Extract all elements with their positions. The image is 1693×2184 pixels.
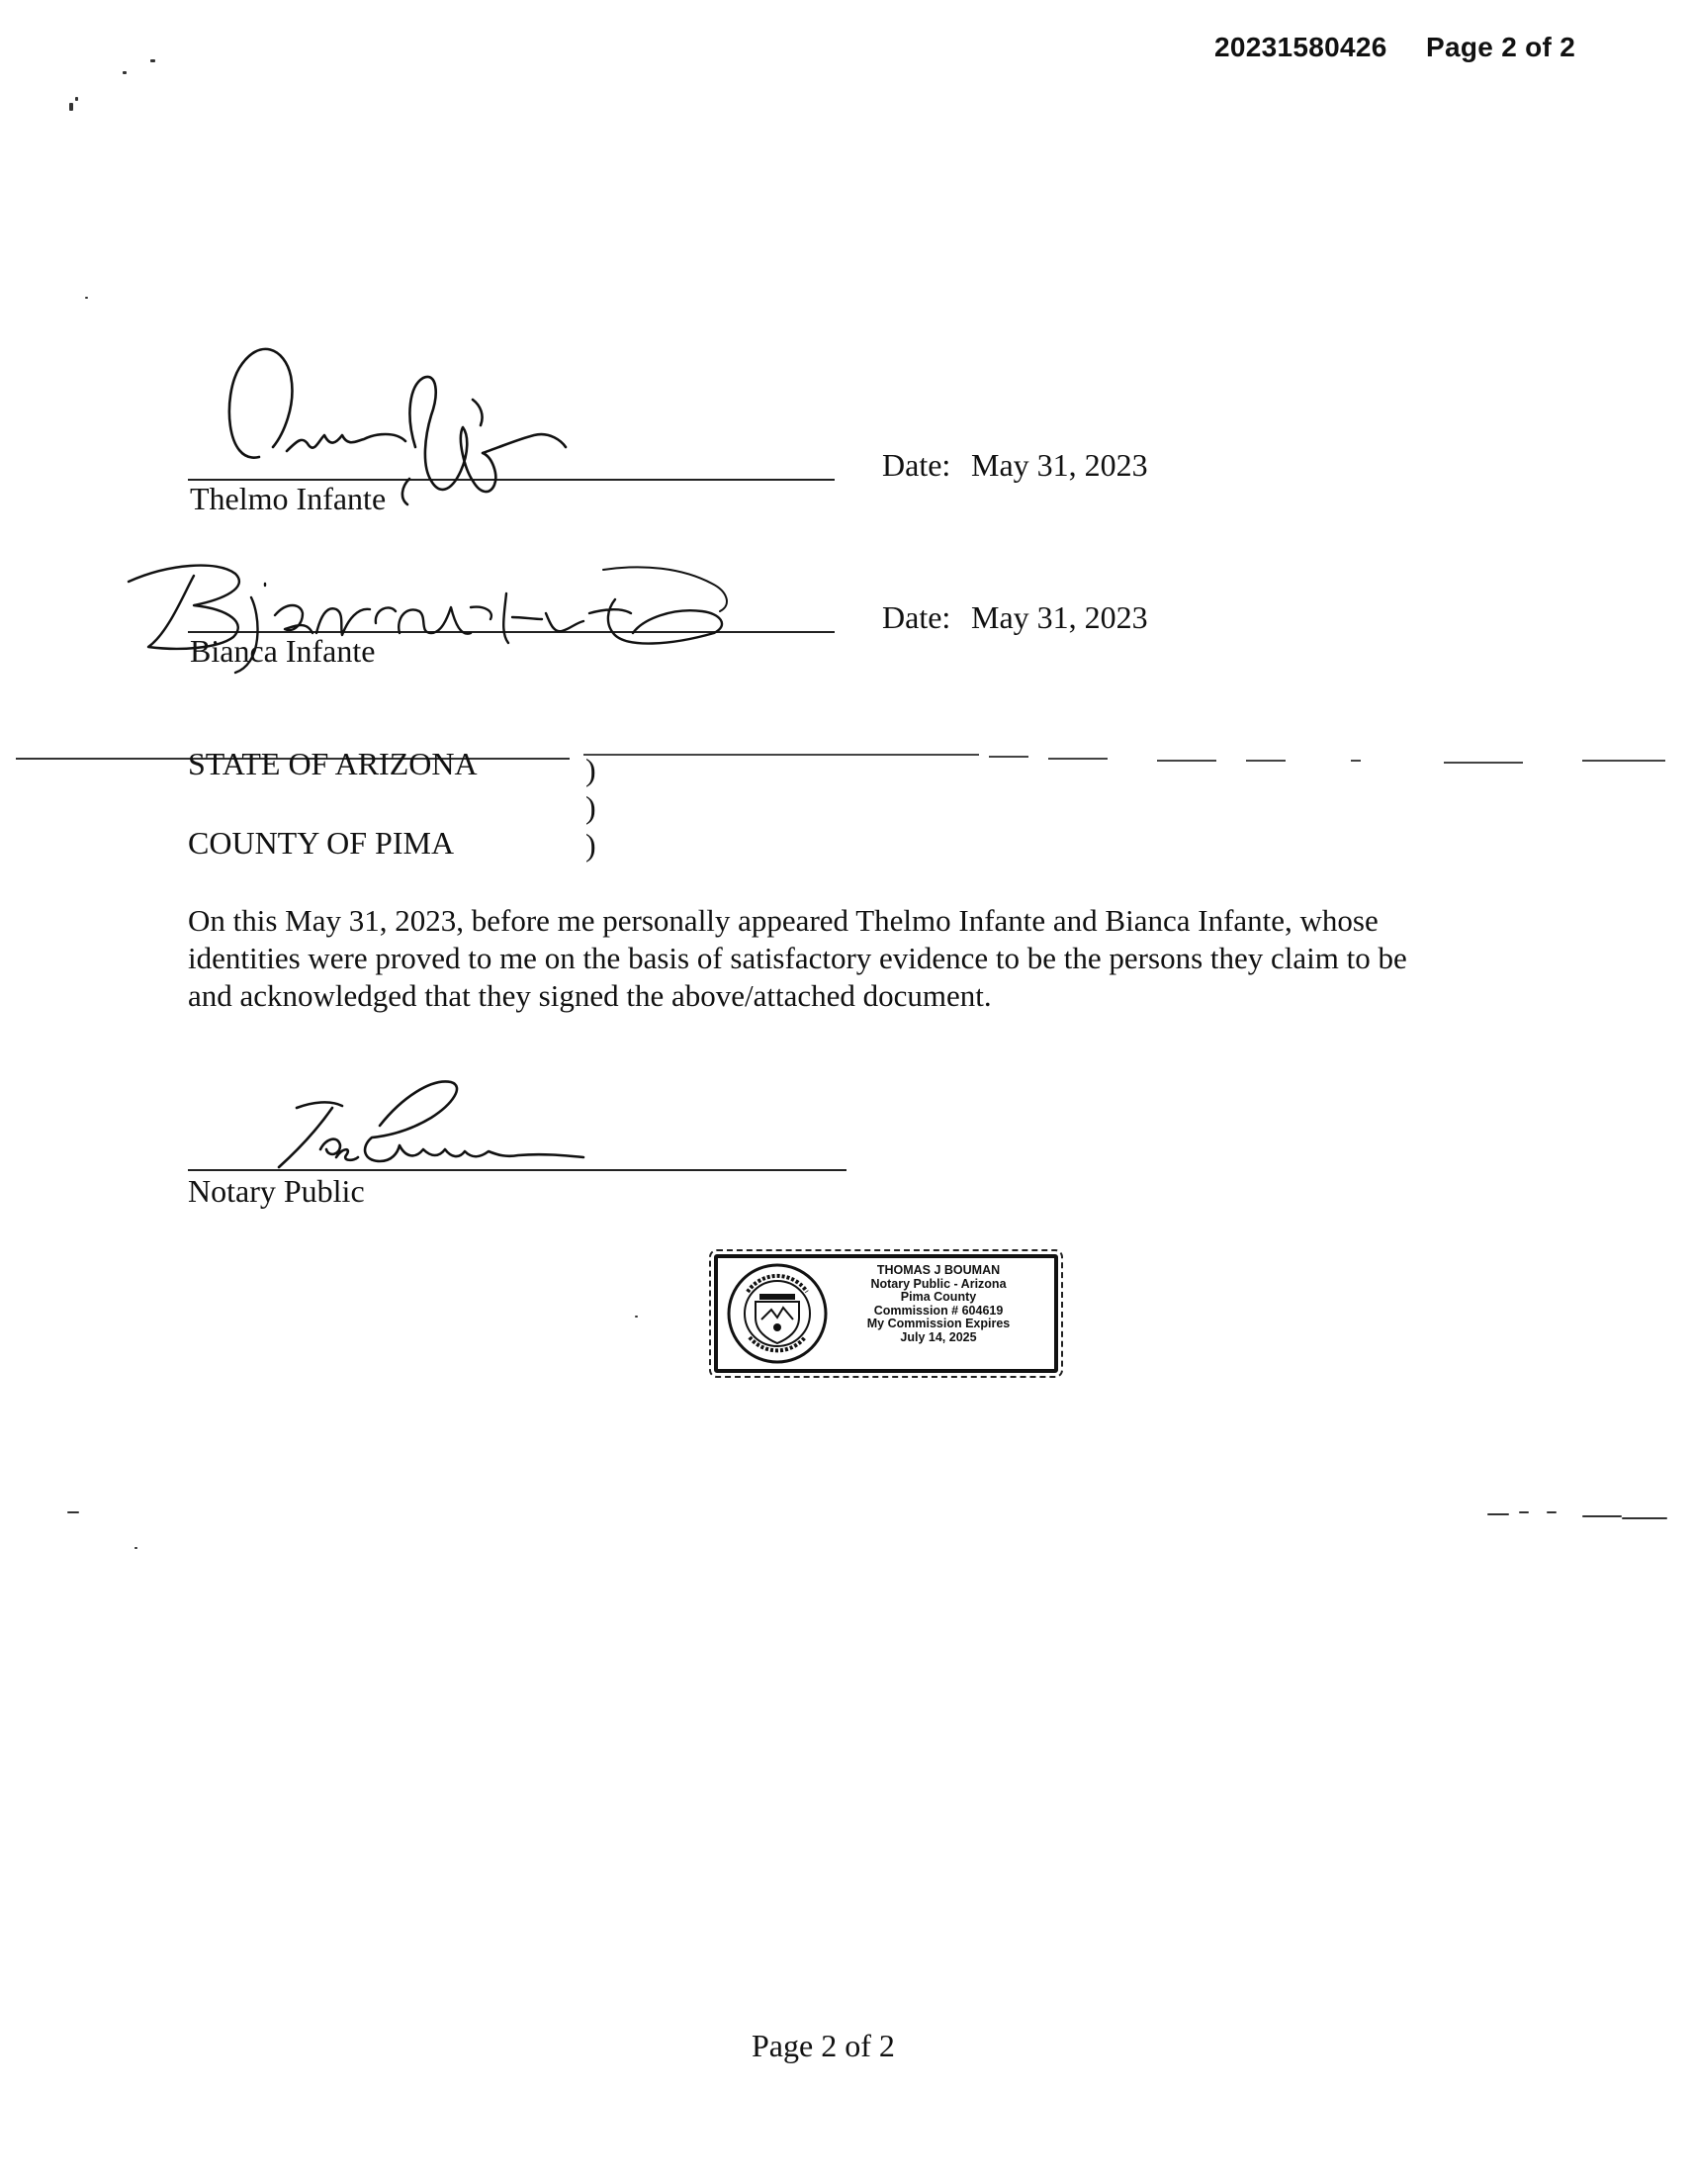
venue-bracket-3: ) [585, 827, 596, 863]
date-thelmo: May 31, 2023 [971, 447, 1148, 483]
seal-line-4: Commission # 604619 [873, 1303, 1004, 1318]
seal-line-3: Pima County [900, 1290, 977, 1304]
notary-label: Notary Public [188, 1173, 365, 1209]
notary-seal-text [835, 1264, 1042, 1344]
signer-name-bianca: Bianca Infante [190, 633, 376, 669]
seal-line-2: Notary Public - Arizona [870, 1276, 1007, 1291]
document-number: 20231580426 [1214, 32, 1387, 62]
venue-state: STATE OF ARIZONA [188, 746, 478, 781]
notary-seal-stamp [714, 1254, 1058, 1373]
seal-line-5: My Commission Expires [866, 1317, 1011, 1330]
seal-line-6: July 14, 2025 [900, 1329, 977, 1344]
date-label-thelmo: Date: [882, 447, 951, 483]
arizona-seal-emblem [726, 1262, 829, 1365]
footer-page-label: Page 2 of 2 [752, 2028, 895, 2063]
acknowledgment-line-3: and acknowledged that they signed the above/attached document. [188, 978, 992, 1013]
header-page-label: Page 2 of 2 [1426, 32, 1576, 62]
venue-bracket-1: ) [585, 752, 596, 787]
venue-county: COUNTY OF PIMA [188, 825, 455, 861]
venue-bracket-2: ) [585, 789, 596, 825]
seal-line-1: THOMAS J BOUMAN [876, 1263, 1001, 1277]
date-label-bianca: Date: [882, 599, 951, 635]
acknowledgment-line-1: On this May 31, 2023, before me personally appeared Thelmo Infante and Bianca Infante, whose [188, 903, 1379, 938]
date-bianca: May 31, 2023 [971, 599, 1148, 635]
acknowledgment-line-2: identities were proved to me on the basis of satisfactory evidence to be the persons they claim to be [188, 941, 1407, 975]
signer-name-thelmo: Thelmo Infante [190, 481, 387, 516]
